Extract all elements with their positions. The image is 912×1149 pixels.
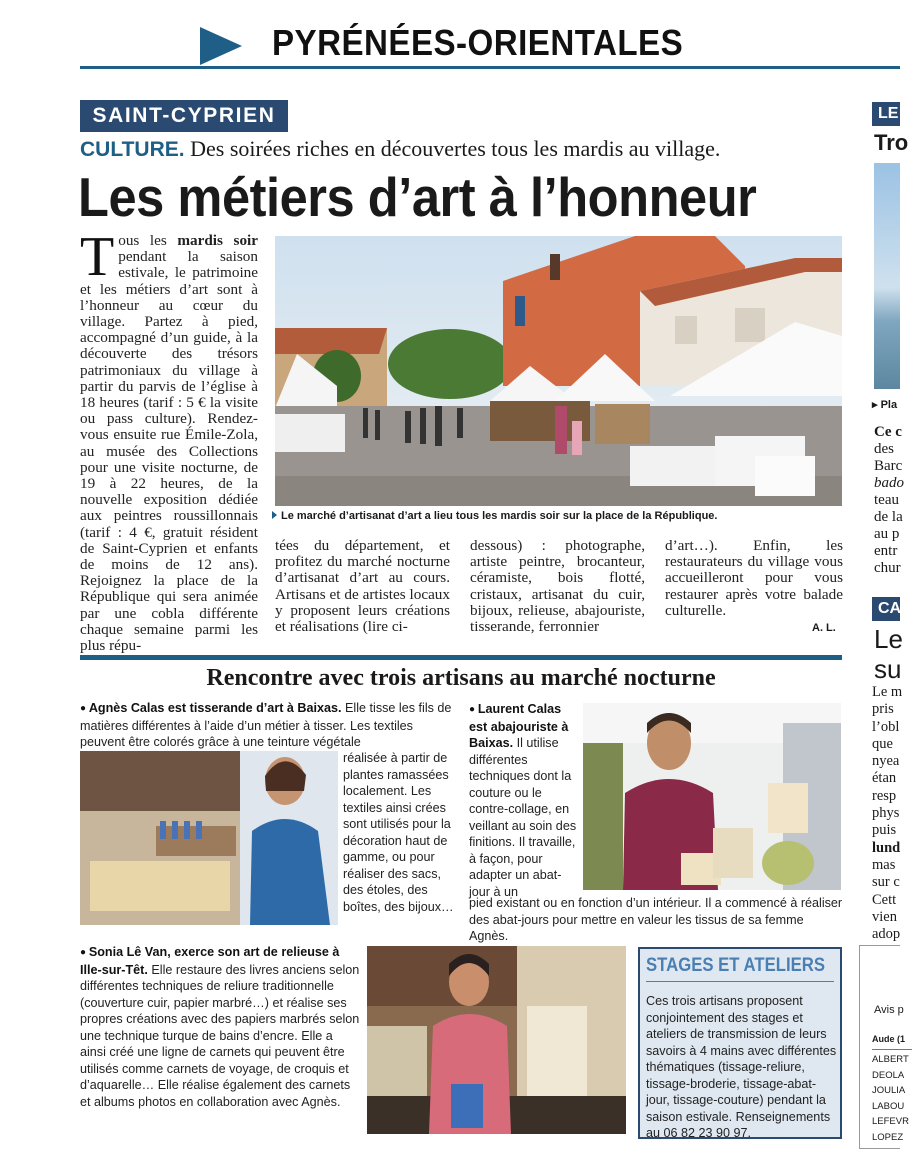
- kicker-text: Des soirées riches en découvertes tous les mardis au village.: [184, 136, 721, 161]
- kicker-label: CULTURE.: [80, 138, 185, 161]
- agnes-lead: ● Agnès Calas est tisserande d’art à Baixas.: [80, 701, 342, 715]
- right-line: vien: [872, 908, 897, 925]
- right-line: Cett: [872, 891, 897, 908]
- right-line: teau: [874, 492, 899, 508]
- notices-rule: [872, 1049, 912, 1050]
- right-head-line: su: [874, 654, 902, 684]
- notices-subtitle: Aude (1: [872, 1034, 906, 1044]
- laurent-lead: ● Laurent Calas est abajouriste à Baixas.: [469, 702, 568, 750]
- article-column-4: d’art…). Enfin, les restaurateurs du village vous accueilleront pour vous restaurer après votre balade culturelle.: [665, 537, 843, 619]
- right-section-badge-2: CA: [872, 597, 900, 621]
- kicker: [80, 136, 720, 162]
- notices-list: [872, 1052, 909, 1145]
- right-line: que: [872, 735, 893, 752]
- notice-item: LABOU: [872, 1100, 905, 1112]
- right-line: chur: [874, 560, 901, 576]
- right-line: des: [874, 441, 894, 457]
- right-line: adop: [872, 926, 901, 943]
- agnes-paragraph: [80, 700, 452, 751]
- right-article-text: [874, 424, 904, 577]
- notice-item: ALBERT: [872, 1054, 909, 1065]
- agnes-paragraph-cont: réalisée à partir de plantes ramassées localement. Les textiles ainsi crées sont utilisés pour la décoration haut de gamme, ou pour réaliser des sacs, des étoles, des boîtes, des bijoux…: [343, 751, 454, 914]
- sonia-lead: ● Sonia Lê Van, exerce son art de relieuse à Ille-sur-Têt.: [80, 945, 339, 977]
- col1-text: pendant la saison estivale, le patrimoine et les métiers d’art sont à l’honneur au cœur du village. Partez à pied, accompagné d’un guide, à la découverte des trésors patrimoniaux du village à partir du parvis de l’église à 18 heures (tarif : 5 € la visite ou pass culture). Rendez-vous ensuite rue Émile-Zola, au musée des Collections pour une visite nocturne, de 19 à 22 heures, de la nouvelle exposition dédiée aux peintres roussillonnais (tarif : 4 €, gratuit résident de Saint-Cyprien et enfants de moins de 12 ans). Rejoignez la place de la République qui sera animée par une cobla différente chaque semaine parmi les plus répu-: [80, 248, 258, 655]
- right-line: phys: [872, 805, 900, 822]
- dropcap: T: [80, 226, 115, 288]
- notices-title: Avis p: [874, 1004, 904, 1016]
- right-line: étan: [872, 770, 897, 787]
- photo-caption: Le marché d’artisanat d’art a lieu tous les mardis soir sur la place de la République.: [272, 510, 717, 522]
- right-caption-text: Pla: [880, 399, 898, 411]
- workshops-box: [638, 947, 842, 1139]
- col1-start: ous les: [118, 232, 178, 249]
- right-line: l’obl: [872, 718, 900, 735]
- right-line: Ce c: [874, 424, 902, 440]
- agnes-photo: [80, 751, 338, 925]
- laurent-paragraph-cont: pied existant ou en fonction d’un intérieur. Il a commencé à réaliser des abat-jours pour mettre en valeur les tissus de sa femme Agnès.: [469, 896, 843, 943]
- right-line: mas: [872, 856, 896, 873]
- sonia-text: Elle restaure des livres anciens selon différentes techniques de reliure traditionnelle (couverture cuir, papier marbré…) et réalise ses propres créations avec des papiers marbrés selon une technique turque de bains d’encre. Elle a ainsi créé une ligne de carnets qui peuvent être utilisés comme carnets de voyage, de croquis et d’aquarelle… Elle réalise également des carnets et albums photos en collaboration avec Agnès.: [80, 962, 360, 1109]
- header-rule: [80, 66, 900, 69]
- article-column-3: dessous) : photographe, artiste peintre, brocanteur, céramiste, bois flotté, cristaux, artisanat du cuir, bijoux, relieuse, abajouriste, tisserande, ferronnier: [470, 537, 645, 636]
- article-column-2: tées du département, et profitez du marché nocturne d’artisanat d’art au cours. Artisans et de artistes locaux y proposent leurs créations et réalisations (lire ci-: [275, 537, 450, 636]
- right-line: sur c: [872, 874, 900, 891]
- market-photo: [275, 236, 842, 506]
- location-badge: SAINT-CYPRIEN: [80, 100, 288, 132]
- feature-title: Rencontre avec trois artisans au marché nocturne: [206, 665, 716, 691]
- right-line: bado: [874, 475, 904, 491]
- right-line: Barc: [874, 458, 903, 474]
- right-article-photo: [874, 163, 900, 389]
- agnes-text: Elle tisse les fils de matières différentes à l’aide d’un métier à tisser. Les textiles peuvent être colorés grâce à une teinture végétale: [80, 701, 452, 749]
- workshops-box-title: STAGES ET ATELIERS: [646, 955, 825, 976]
- section-arrow-icon: [200, 27, 242, 65]
- right-line: de la: [874, 509, 903, 525]
- right-line: au p: [874, 526, 900, 542]
- feature-rule: [80, 655, 842, 660]
- right-line: resp: [872, 787, 897, 804]
- article-column-1: [80, 226, 258, 655]
- laurent-photo: [583, 703, 841, 890]
- notice-item: LEFEVR: [872, 1116, 909, 1127]
- right-head-line: Le: [874, 624, 903, 654]
- right-line: nyea: [872, 753, 900, 770]
- workshops-box-rule: [646, 981, 834, 982]
- right-line: entr: [874, 543, 898, 559]
- right-photo-caption: ▸ Pla: [872, 399, 898, 411]
- right-line: pris: [872, 701, 894, 718]
- right-section-badge: LE: [872, 102, 900, 126]
- headline: Les métiers d’art à l’honneur: [78, 166, 757, 228]
- workshops-box-text: Ces trois artisans proposent conjointement des stages et ateliers de transmission de leurs savoirs à 4 mains avec différentes thématiques (tissage-reliure, tissage-broderie, tissage-abat-jour, tissage-couture) pendant la saison estivale. Renseignements au 06 82 23 90 97.: [646, 994, 837, 1140]
- right-line: puis: [872, 822, 897, 839]
- laurent-paragraph: [469, 701, 581, 900]
- section-title: PYRÉNÉES-ORIENTALES: [272, 22, 684, 63]
- notice-item: JOULIA: [872, 1085, 906, 1096]
- laurent-text: Il utilise différentes techniques dont la couture ou le contre-collage, en veillant au soin des finitions. Il travaille, à façon, pour adapter un abat-jour à un: [469, 736, 577, 899]
- notice-item: DEOLA: [872, 1069, 905, 1081]
- right-notices-box: [859, 945, 909, 1149]
- right-line: Le m: [872, 684, 903, 700]
- sonia-photo: [367, 946, 626, 1134]
- right-article-title: Tro: [874, 130, 909, 155]
- col1-bold: mardis soir: [177, 232, 258, 249]
- sonia-paragraph: [80, 944, 360, 1110]
- right-article-2-title: [874, 624, 903, 684]
- right-article-2-text: [872, 684, 903, 943]
- notice-item: LOPEZ: [872, 1131, 904, 1143]
- byline: A. L.: [812, 622, 836, 634]
- right-line: lund: [872, 839, 901, 856]
